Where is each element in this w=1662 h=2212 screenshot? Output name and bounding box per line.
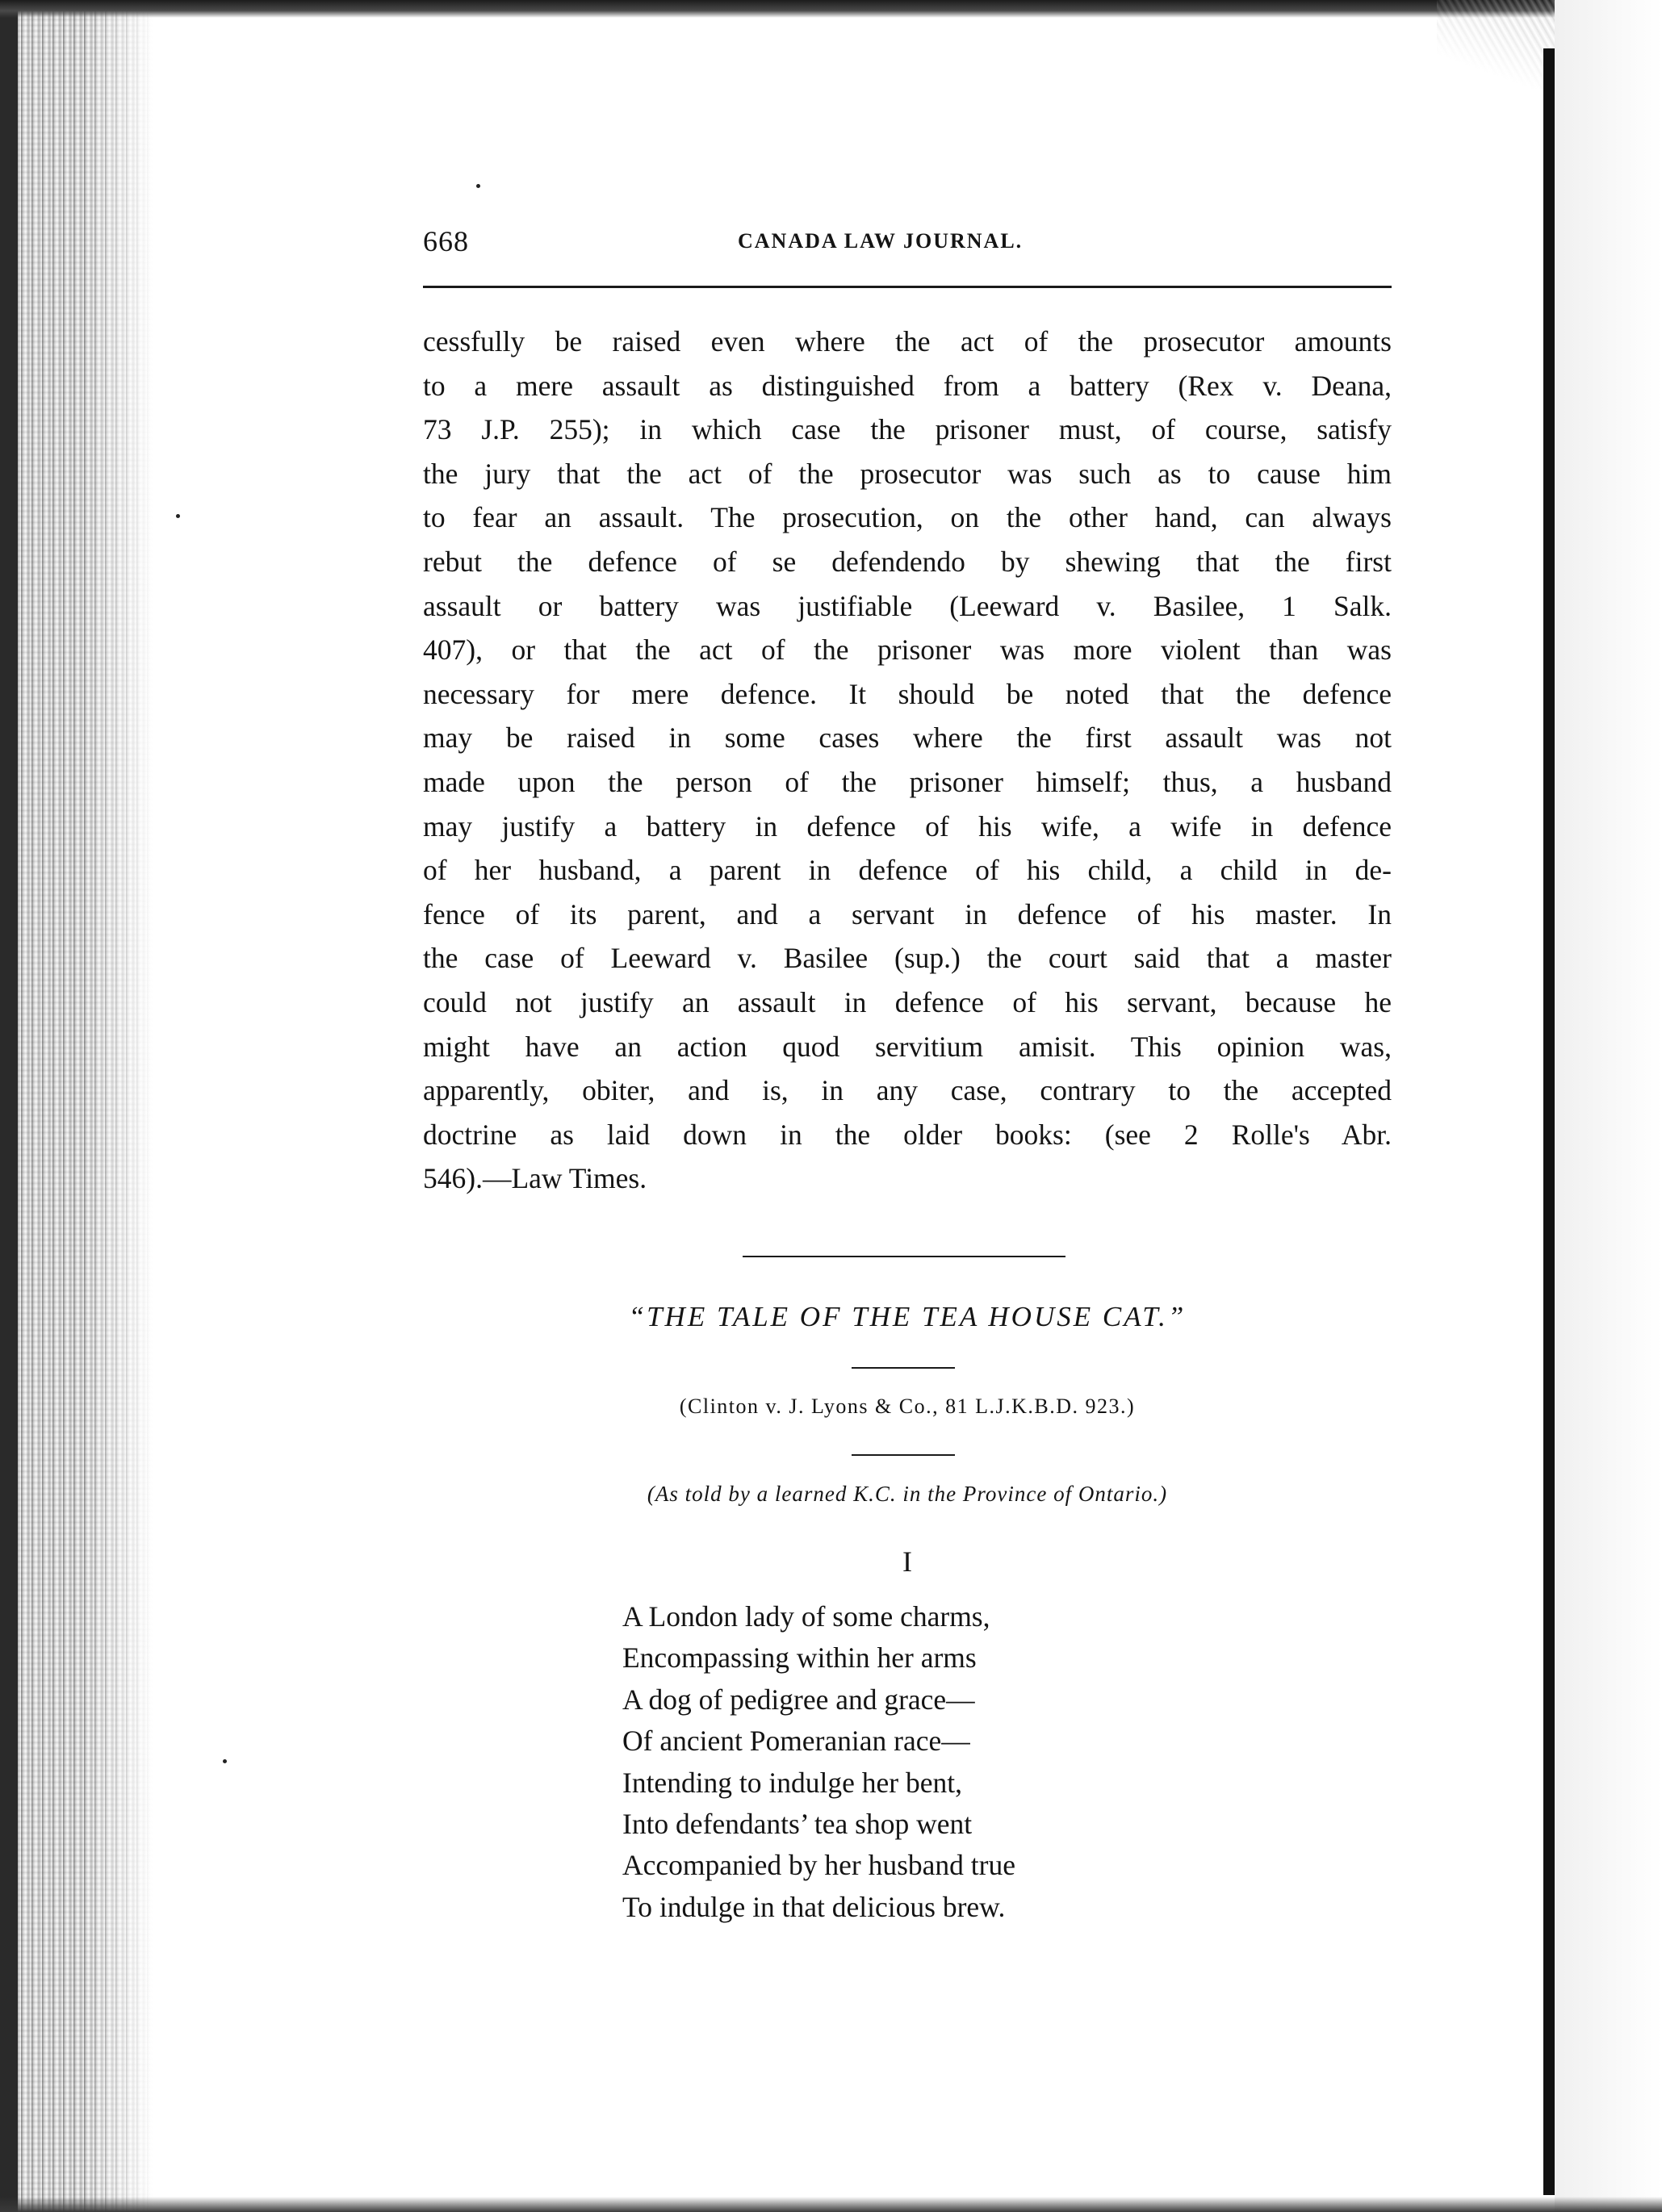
article-body [423,320,1392,1201]
poem-line: Of ancient Pomeranian race— [622,1725,970,1758]
body-line: made upon the person of the prisoner himself; thus, a husband [423,765,1392,798]
running-title: CANADA LAW JOURNAL. [738,229,1024,253]
body-line: 407), or that the act of the prisoner was more violent than was [423,633,1392,667]
body-line: rebut the defence of se defendendo by shewing that the first [423,545,1392,578]
body-line: apparently, obiter, and is, in any case, contrary to the accepted [423,1074,1392,1107]
body-line: may be raised in some cases where the first assault was not [423,721,1392,755]
body-line: may justify a battery in defence of his wife, a wife in defence [423,809,1392,843]
poem-line: Encompassing within her arms [622,1641,977,1675]
body-line: necessary for mere defence. It should be noted that the defence [423,677,1392,710]
body-line: the case of Leeward v. Basilee (sup.) the court said that a master [423,942,1392,975]
page-header [423,224,1392,265]
body-line: could not justify an assault in defence of his servant, because he [423,985,1392,1018]
body-line: 546).—Law Times. [423,1162,647,1195]
title-rule [852,1367,955,1369]
body-line: the jury that the act of the prosecutor was such as to cause him [423,457,1392,490]
poem-line: A London lady of some charms, [622,1600,990,1633]
body-line: to a mere assault as distinguished from a battery (Rex v. Deana, [423,369,1392,402]
scan-shadow-left [0,0,153,2212]
body-line: doctrine as laid down in the older books: (see 2 Rolle's Abr. [423,1118,1392,1151]
scan-margin-right [1555,0,1662,2212]
poem-stanza [622,1596,1015,1928]
poem-line: Into defendants’ tea shop went [622,1807,973,1840]
section-divider [743,1256,1065,1257]
body-line: 73 J.P. 255); in which case the prisoner must, of course, satisfy [423,413,1392,446]
scan-edge-right [1543,48,1555,2195]
body-line: to fear an assault. The prosecution, on the other hand, can always [423,501,1392,534]
poem-line: To indulge in that delicious brew. [622,1890,1006,1923]
poem-line: Intending to indulge her bent, [622,1766,962,1799]
stanza-number: I [902,1545,912,1578]
body-line: cessfully be raised even where the act of the prosecutor amounts [423,325,1392,358]
body-line: assault or battery was justifiable (Leeward v. Basilee, 1 Salk. [423,589,1392,622]
scan-edge-left [0,0,18,2212]
body-line: of her husband, a parent in defence of his child, a child in de- [423,854,1392,887]
header-rule [423,286,1392,288]
scan-edge-bottom [0,2197,1662,2212]
body-line: might have an action quod servitium amisit. This opinion was, [423,1030,1392,1063]
stray-mark [223,1759,227,1763]
case-citation: (Clinton v. J. Lyons & Co., 81 L.J.K.B.D. 923.) [679,1395,1136,1418]
citation-rule [852,1454,955,1456]
stray-mark [476,184,480,188]
poem-title: “THE TALE OF THE TEA HOUSE CAT.” [628,1301,1187,1332]
poem-line: A dog of pedigree and grace— [622,1683,975,1716]
page-number: 668 [423,225,469,257]
poem-attribution: (As told by a learned K.C. in the Province of Ontario.) [647,1482,1168,1506]
scan-edge-top [0,0,1662,18]
stray-mark [176,514,180,518]
poem-line: Accompanied by her husband true [622,1849,1015,1882]
body-line: fence of its parent, and a servant in defence of his master. In [423,897,1392,930]
